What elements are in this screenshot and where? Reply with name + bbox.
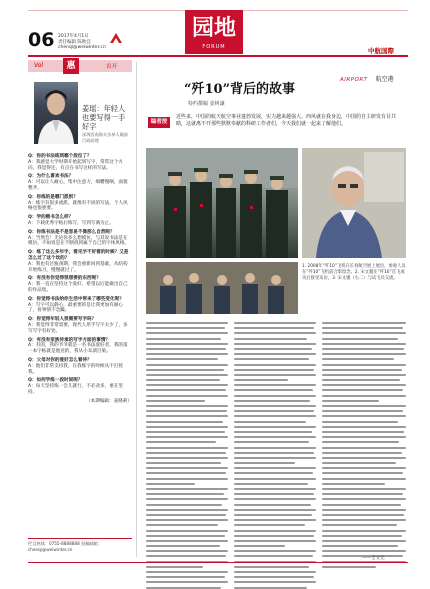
qa-item xyxy=(28,250,132,273)
header-bottom-rule xyxy=(28,55,408,57)
sidebar-tag-left: Vol xyxy=(34,62,44,69)
qa-item xyxy=(28,174,132,191)
qa-item xyxy=(28,317,132,334)
logo-icon xyxy=(108,30,124,44)
qa-answer: A：我感觉大学时期开始起到写字，常常这个方向，我觉得还，有点在书写这样的写法。 xyxy=(28,159,124,171)
section-subtitle: FORUM xyxy=(202,44,226,50)
article-body-col-3 xyxy=(322,322,406,568)
photo-group-shot xyxy=(146,148,298,258)
article-body-col-1 xyxy=(146,322,228,589)
editor-name: 责任编辑 陈秋宜 xyxy=(58,39,91,45)
qa-question: Q：你练的是哪门派别？ xyxy=(28,194,78,200)
editor-note-tag: 编者按 xyxy=(148,117,170,128)
page-header xyxy=(0,0,430,62)
qa-question: Q：你的书法练到哪个段位了？ xyxy=(28,154,92,159)
article-title: “歼10”背后的故事 xyxy=(184,82,296,97)
qa-answer: A：当然会！无论你多么想模仿，与其说书法是在模仿，不如说是在不断找到属于自己的字体风格。 xyxy=(28,235,130,247)
qa-question: Q：你觉得年轻人很需要写字吗？ xyxy=(28,317,97,323)
qa-answer: A：我觉得非常需要，现代人用手写字太少了，多写写字有好处。 xyxy=(28,322,128,334)
sidebar-footer-rule xyxy=(28,538,132,539)
section-title: 园地 xyxy=(191,15,236,41)
qa-item xyxy=(28,195,132,212)
header-right-brand: 中航国際 xyxy=(368,47,394,55)
sidebar-title: 姜瑶：年轻人也要写得一手好字 xyxy=(82,104,126,131)
qa-answer: A：练字有很多流派，就像有不同的写法，个人风格也很重要。 xyxy=(28,200,128,212)
page-bottom-rule xyxy=(28,562,408,563)
qa-answer: A：下载优秀字帖后练写，写到写满为止。 xyxy=(28,220,114,226)
article-body-col-2 xyxy=(234,322,316,589)
sidebar-portrait-photo xyxy=(34,82,78,144)
qa-question: Q：有没有你觉得很想要的东西呢？ xyxy=(28,276,101,282)
column-divider xyxy=(136,62,137,557)
qa-question: Q：父母对你的爱好怎么看待？ xyxy=(28,357,92,363)
section-title-block xyxy=(185,10,243,54)
qa-question: Q：练了这么多年字，看见字不好看的时候？又是怎么过了这个坎的？ xyxy=(28,250,129,261)
photo-caption: 1. 2008年“歼10”飞机在长春航空展上展出，参观人员在“歼10”飞机前合影留念。2. 宋文骢在“歼10”首飞成功后接受采访。3. 宋文骢（右二）与试飞员交流。 xyxy=(302,264,406,281)
qa-answer: A：每天坚持练一会儿就行，不必贪多，重在坚持。 xyxy=(28,384,124,395)
editor-email: chenqi@weiwinter.cn xyxy=(58,45,106,50)
page-number: 06 xyxy=(28,29,55,51)
photo-team-meeting xyxy=(146,262,298,314)
sidebar-caption: 深圳西南海关各单人眼前 行政助理 xyxy=(82,132,129,143)
qa-item xyxy=(28,276,132,293)
qa-item xyxy=(28,378,132,395)
column-tag xyxy=(340,66,410,83)
qa-item xyxy=(28,338,132,355)
qa-item xyxy=(28,215,132,227)
qa-item xyxy=(28,154,132,171)
sidebar-tag-char: 惠 xyxy=(63,58,79,74)
qa-item xyxy=(28,358,132,375)
qa-answer: A：我也有过瓶颈期，我会重新回到基础，从结构开始练习，慢慢就过了。 xyxy=(28,261,128,273)
main-article xyxy=(140,58,410,563)
article-byline: 特约撰稿 姜树谦 xyxy=(188,101,225,107)
column-tag-decor: AIRPORT xyxy=(340,77,368,83)
qa-item xyxy=(28,297,132,314)
column-tag-label: 航空港 xyxy=(375,76,394,83)
qa-question: Q：为什么喜欢书法？ xyxy=(28,174,74,180)
editor-note: 近些来，中国的航天航空事业蓬勃发展，实力越来越强大。西风就在我身边，中国的自主研发有目共睹，这就离不开那些默默奉献的科研工作者们，今天我们就一起来了解他们。 xyxy=(176,114,397,127)
sidebar-tag-bar xyxy=(28,60,132,72)
qa-question: Q：如何学练一段时间呢？ xyxy=(28,378,83,384)
qa-question: Q：有没有家族传承的写字方面的事情？ xyxy=(28,337,111,343)
qa-item xyxy=(28,230,132,247)
qa-question: Q：你觉得书法给你生活中带来了哪些变化呢？ xyxy=(28,296,124,302)
sidebar-column xyxy=(28,60,132,560)
photo-portrait-elder xyxy=(302,148,406,258)
header-meta xyxy=(58,34,138,51)
qa-answer: A：我一直在坚持这个爱好，希望以后能做出自己的作品集。 xyxy=(28,282,128,293)
qa-question: Q：学的楷书怎么样？ xyxy=(28,215,74,221)
sidebar-qa-list xyxy=(28,154,132,404)
sidebar-tag-right: 首开 xyxy=(106,64,118,70)
issue-date: 2017年4月1日 xyxy=(58,34,89,39)
qa-answer: A：写字可以静心，最重要的是让我更加有耐心了，看事情不急躁。 xyxy=(28,302,124,314)
qa-question: Q：你练书法是不是容易不像那么自然呢？ xyxy=(28,229,115,235)
article-closing: ——全文完 xyxy=(362,556,385,561)
qa-answer: A：他们非常支持我，在我练字的时候从不打扰我。 xyxy=(28,363,124,375)
sidebar-footer: 栏目热线：0755-8888888 投稿邮箱：chenqi@weiwinter.cn xyxy=(28,541,103,552)
sidebar-signature: （本期编辑：姜晓莉） xyxy=(86,398,132,404)
qa-answer: A：有的，我的爷爷就是一名书法爱好者，我的第一本字帖就是他送的，我从小耳濡目染。 xyxy=(28,343,128,355)
qa-answer: A：可以让人耐心，集中注意力，细嚼慢咽，面貌整齐。 xyxy=(28,180,128,191)
